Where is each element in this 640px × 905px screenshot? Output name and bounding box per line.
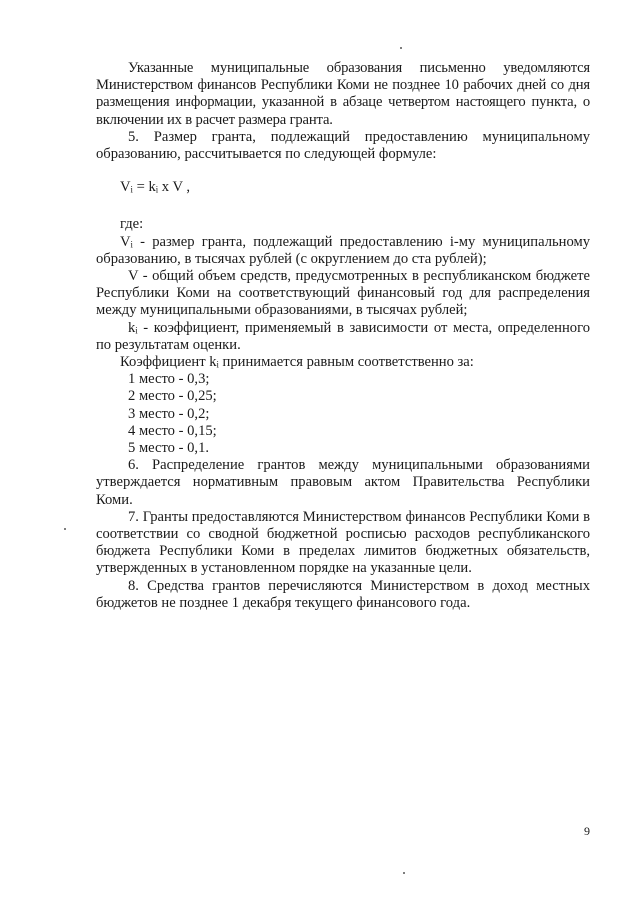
page-number: 9	[584, 824, 590, 838]
paragraph-notification: Указанные муниципальные образования письменно уведомляются Министерством финансов Республики Коми не позднее 10 рабочих дней со дня размещения информации, указанной в абзаце четвертом настоящего пункта, о включении их в расчет размера гранта.	[96, 60, 590, 128]
list-item: 1 место - 0,3;	[128, 371, 210, 388]
scan-speck	[400, 47, 402, 49]
paragraph-7-grants-provision: 7. Гранты предоставляются Министерством финансов Республики Коми в соответствии со сводной бюджетной росписью расходов республиканского бюджета Республики Коми в пределах лимитов бюджетных обязательств, утвержденных в установленном порядке на указанные цели.	[96, 508, 590, 577]
list-item: 4 место - 0,15;	[128, 422, 217, 439]
scan-speck	[403, 872, 405, 874]
coefficient-intro: Коэффициент kᵢ принимается равным соответственно за:	[120, 354, 474, 371]
paragraph-8-transfer: 8. Средства грантов перечисляются Министерством в доход местных бюджетов не позднее 1 декабря текущего финансового года.	[96, 577, 590, 611]
definition-vi: Vᵢ - размер гранта, подлежащий предоставлению i-му муниципальному образованию, в тысячах рублей (с округлением до ста рублей);	[96, 233, 590, 267]
list-item: 5 место - 0,1.	[128, 440, 210, 457]
paragraph-6-distribution: 6. Распределение грантов между муниципальными образованиями утверждается нормативным правовым актом Правительства Республики Коми.	[96, 457, 590, 508]
where-label: где:	[120, 216, 144, 233]
document-body	[96, 60, 590, 612]
paragraph-5-grant-size: 5. Размер гранта, подлежащий предоставлению муниципальному образованию, рассчитывается по следующей формуле:	[96, 128, 590, 163]
scan-speck	[64, 528, 66, 530]
spacer	[96, 196, 590, 216]
list-item: 3 место - 0,2;	[128, 405, 210, 422]
formula: Vᵢ = kᵢ x V ,	[120, 179, 191, 196]
list-item: 2 место - 0,25;	[128, 388, 217, 405]
definition-ki: kᵢ - коэффициент, применяемый в зависимости от места, определенного по результатам оценки.	[96, 319, 590, 353]
definition-v: V - общий объем средств, предусмотренных в республиканском бюджете Республики Коми на соответствующий финансовый год для распределения между муниципальными образованиями, в тысячах рублей;	[96, 268, 590, 319]
